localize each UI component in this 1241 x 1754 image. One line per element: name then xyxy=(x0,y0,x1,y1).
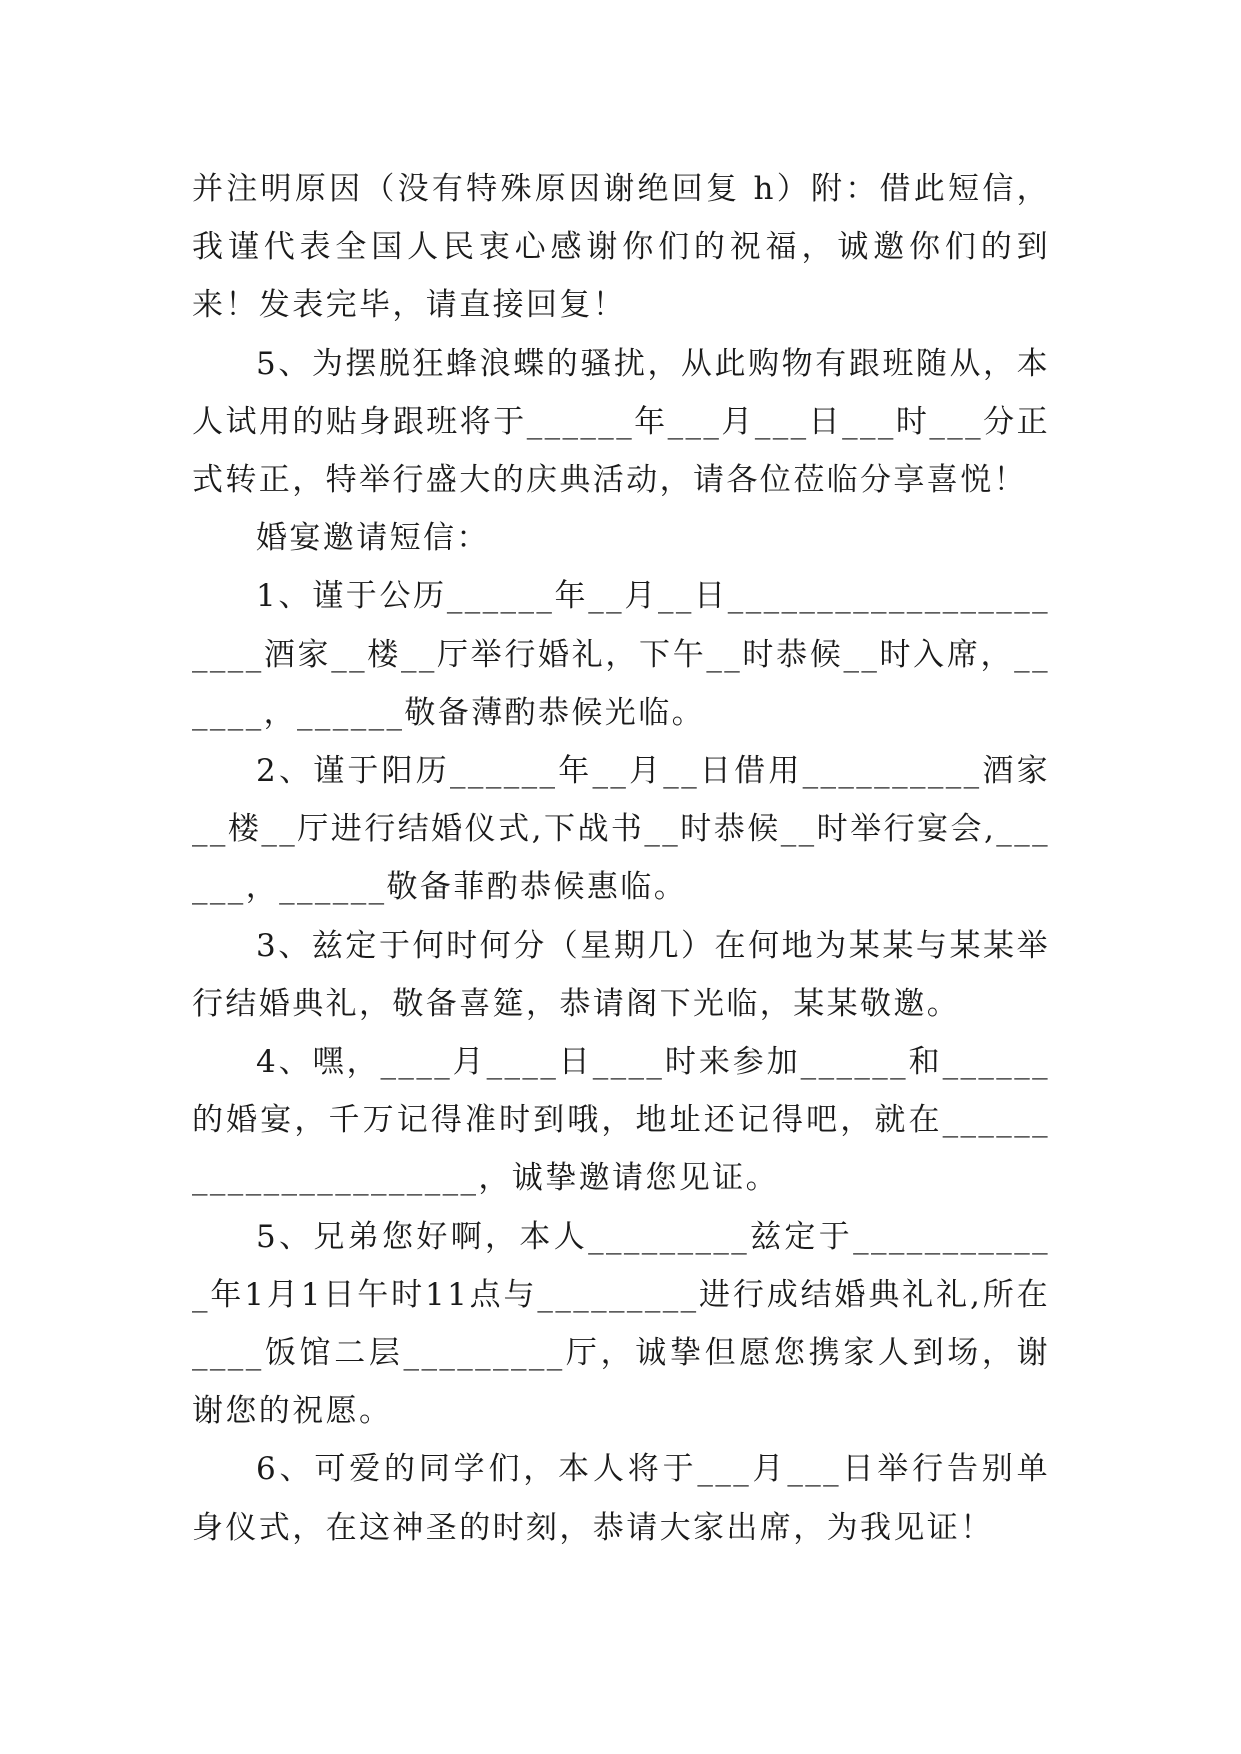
paragraph-item-5: 5、兄弟您好啊，本人_________兹定于____________年1月1日午时11点与_________进行成结婚典礼礼,所在____饭馆二层_________厅，诚挚但愿您携家人到场，谢谢您的祝愿。 xyxy=(192,1218,1050,1430)
paragraph-item-1: 1、谨于公历______年__月__日______________________酒家__楼__厅举行婚礼，下午__时恭候__时入席，______，______敬备薄酌恭候光临。 xyxy=(192,578,1050,731)
document-page xyxy=(192,160,1050,1557)
section-heading-wedding-sms: 婚宴邀请短信： xyxy=(256,520,490,557)
paragraph-item-3: 3、兹定于何时何分（星期几）在何地为某某与某某举行结婚典礼，敬备喜筵，恭请阁下光临，某某敬邀。 xyxy=(192,927,1050,1022)
paragraph-continuation: 并注明原因（没有特殊原因谢绝回复 h）附：借此短信，我谨代表全国人民衷心感谢你们的祝福，诚邀你们的到来！发表完毕，请直接回复！ xyxy=(192,171,1050,324)
paragraph-item-2: 2、谨于阳历______年__月__日借用__________酒家__楼__厅进行结婚仪式,下战书__时恭候__时举行宴会,______，______敬备菲酌恭候惠临。 xyxy=(192,753,1050,906)
paragraph-item-6: 6、可爱的同学们，本人将于___月___日举行告别单身仪式，在这神圣的时刻，恭请大家出席，为我见证！ xyxy=(192,1451,1050,1546)
paragraph-item-5-party: 5、为摆脱狂蜂浪蝶的骚扰，从此购物有跟班随从，本人试用的贴身跟班将于______年___月___日___时___分正式转正，特举行盛大的庆典活动，请各位莅临分享喜悦！ xyxy=(192,345,1050,499)
paragraph-item-4: 4、嘿，____月____日____时来参加______和______的婚宴，千万记得准时到哦，地址还记得吧，就在______________________，诚挚邀请您见证。 xyxy=(192,1044,1050,1197)
